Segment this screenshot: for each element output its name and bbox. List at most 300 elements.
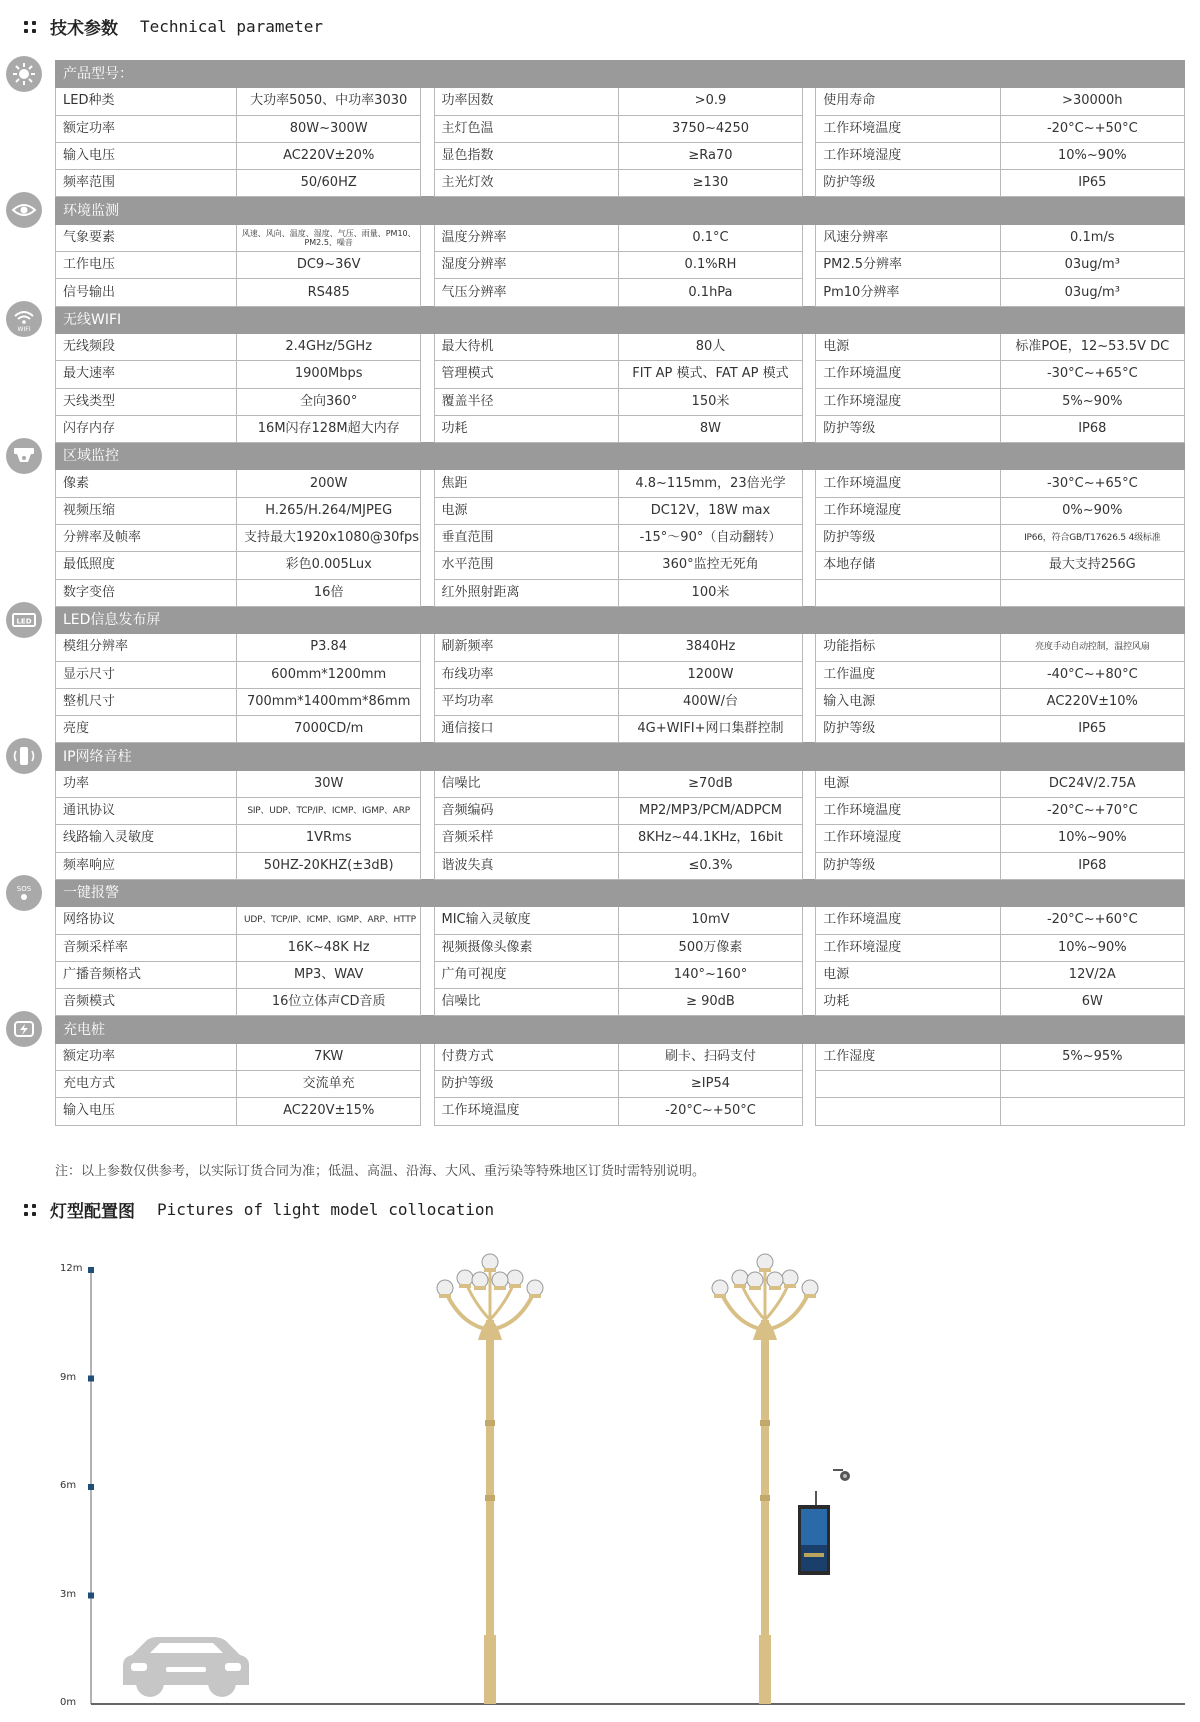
section-header [56,606,1185,633]
param-label: 亮度 [56,716,237,743]
section-title: 充电桩 [56,1016,1185,1043]
param-label: 水平范围 [434,552,618,579]
param-value: 2.4GHz/5GHz [237,333,421,360]
param-label: 频率响应 [56,852,237,879]
table-row [56,825,1185,852]
param-value [1000,1070,1184,1097]
param-value: 700mm*1400mm*86mm [237,688,421,715]
param-label: 信噪比 [434,770,618,797]
param-label [816,1098,1000,1125]
param-value: 1900Mbps [237,361,421,388]
section-title: 无线WIFI [56,306,1185,333]
param-value: 交流单充 [237,1070,421,1097]
section-title: 一键报警 [56,879,1185,906]
column-gap [421,170,434,197]
camera-icon [6,438,42,474]
param-label: 工作环境温度 [816,115,1000,142]
column-gap [803,142,816,169]
table-row [56,333,1185,360]
param-label: PM2.5分辨率 [816,252,1000,279]
param-label: 红外照射距离 [434,579,618,606]
param-value: ≥130 [618,170,802,197]
param-label: 分辨率及帧率 [56,525,237,552]
param-label: 显色指数 [434,142,618,169]
table-row [56,252,1185,279]
table-row [56,989,1185,1016]
param-label: 工作湿度 [816,1043,1000,1070]
column-gap [421,1043,434,1070]
param-value: 140°~160° [618,961,802,988]
param-value: P3.84 [237,634,421,661]
column-gap [803,224,816,251]
section-title: LED信息发布屏 [56,606,1185,633]
dots-icon [22,1202,38,1218]
param-value: ≥ 90dB [618,989,802,1016]
param-label: 防护等级 [816,852,1000,879]
table-row [56,115,1185,142]
param-value: 5%~95% [1000,1043,1184,1070]
param-label: 模组分辨率 [56,634,237,661]
param-label: 焦距 [434,470,618,497]
param-value: IP68 [1000,415,1184,442]
light-config-diagram [0,1240,1200,1722]
param-value: IP66，符合GB/T17626.5 4级标准 [1000,525,1184,552]
column-gap [421,798,434,825]
param-label: Pm10分辨率 [816,279,1000,306]
param-label: 音频采样率 [56,934,237,961]
param-label: 最大待机 [434,333,618,360]
param-label: 音频采样 [434,825,618,852]
eye-icon [6,192,42,228]
param-value: 16倍 [237,579,421,606]
param-label: 防护等级 [816,170,1000,197]
param-value: 7000CD/m [237,716,421,743]
param-label: 谐波失真 [434,852,618,879]
param-value: IP65 [1000,170,1184,197]
street-lamp-pole-2 [712,1254,818,1704]
param-label: 工作环境湿度 [816,497,1000,524]
scale-tick [88,1376,94,1382]
param-value: 03ug/m³ [1000,252,1184,279]
param-value: 600mm*1200mm [237,661,421,688]
param-label: 数字变倍 [56,579,237,606]
param-label: 输入电压 [56,1098,237,1125]
column-gap [421,634,434,661]
param-value: 8W [618,415,802,442]
camera-icon [833,1470,850,1481]
param-label: 工作环境温度 [434,1098,618,1125]
param-value: -20°C~+50°C [1000,115,1184,142]
svg-text:WIFI: WIFI [17,326,31,333]
param-label: 使用寿命 [816,88,1000,115]
param-label: MIC输入灵敏度 [434,907,618,934]
param-label: 功能指标 [816,634,1000,661]
column-gap [803,688,816,715]
section-header [56,743,1185,770]
param-value: -15°～90°（自动翻转） [618,525,802,552]
table-row [56,688,1185,715]
param-label: 网络协议 [56,907,237,934]
table-row [56,961,1185,988]
param-label: 整机尺寸 [56,688,237,715]
param-value: 10%~90% [1000,142,1184,169]
param-label: 频率范围 [56,170,237,197]
column-gap [803,252,816,279]
param-value: 1200W [618,661,802,688]
table-row [56,142,1185,169]
param-value: -20°C~+70°C [1000,798,1184,825]
section-header [56,1016,1185,1043]
column-gap [803,525,816,552]
scale-label: 3m [60,1588,77,1600]
param-value: >0.9 [618,88,802,115]
column-gap [421,497,434,524]
column-gap [803,907,816,934]
param-value: SIP、UDP、TCP/IP、ICMP、IGMP、ARP [237,798,421,825]
param-label [816,579,1000,606]
param-label: 工作电压 [56,252,237,279]
column-gap [421,852,434,879]
column-gap [421,961,434,988]
param-value: -30°C~+65°C [1000,470,1184,497]
column-gap [803,770,816,797]
heading-title-cn: 技术参数 [50,19,118,39]
param-label: 主光灯效 [434,170,618,197]
scale-tick [88,1593,94,1599]
param-value: 360°监控无死角 [618,552,802,579]
param-value: 大功率5050、中功率3030 [237,88,421,115]
param-value: ≤0.3% [618,852,802,879]
dots-icon [22,19,38,35]
speaker-icon [6,738,42,774]
column-gap [421,770,434,797]
column-gap [803,634,816,661]
column-gap [803,989,816,1016]
param-value: 最大支持256G [1000,552,1184,579]
column-gap [421,88,434,115]
column-gap [803,1098,816,1125]
param-label: 平均功率 [434,688,618,715]
param-value: 12V/2A [1000,961,1184,988]
scale-label: 0m [60,1697,77,1708]
param-label: 本地存储 [816,552,1000,579]
config-title-en: Pictures of light model collocation [157,1200,495,1219]
column-gap [421,579,434,606]
param-label: 气压分辨率 [434,279,618,306]
scale-tick [88,1267,94,1273]
param-label: 最大速率 [56,361,237,388]
column-gap [421,224,434,251]
wifi-icon [6,301,42,337]
footnote: 注：以上参数仅供参考，以实际订货合同为准；低温、高温、沿海、大风、重污染等特殊地区订货时需特别说明。 [55,1164,706,1179]
param-label: 工作环境湿度 [816,934,1000,961]
column-gap [803,716,816,743]
param-value: DC24V/2.75A [1000,770,1184,797]
param-label: 刷新频率 [434,634,618,661]
param-label: 工作温度 [816,661,1000,688]
config-title-cn: 灯型配置图 [50,1202,135,1222]
section-header [56,61,1185,88]
param-value: 3840Hz [618,634,802,661]
param-label: 气象要素 [56,224,237,251]
param-label: 工作环境温度 [816,798,1000,825]
table-row [56,661,1185,688]
param-value: 80人 [618,333,802,360]
param-label: 湿度分辨率 [434,252,618,279]
svg-text:LED: LED [16,617,32,626]
table-row [56,1043,1185,1070]
spec-table [55,60,1185,1126]
param-label: 付费方式 [434,1043,618,1070]
param-label: 主灯色温 [434,115,618,142]
param-label: 防护等级 [816,525,1000,552]
param-label: 天线类型 [56,388,237,415]
scale-label: 6m [60,1480,77,1491]
param-label: 视频压缩 [56,497,237,524]
param-label: 额定功率 [56,115,237,142]
param-value: 0.1hPa [618,279,802,306]
table-row [56,388,1185,415]
column-gap [803,579,816,606]
param-value: 风速、风向、温度、湿度、气压、雨量、PM10、PM2.5、噪音 [237,224,421,251]
column-gap [803,361,816,388]
param-value: -40°C~+80°C [1000,661,1184,688]
param-label: 广角可视度 [434,961,618,988]
column-gap [421,1070,434,1097]
param-value: 0.1m/s [1000,224,1184,251]
param-value: 50/60HZ [237,170,421,197]
led-icon [6,602,42,638]
column-gap [803,415,816,442]
scale-label: 9m [60,1371,77,1383]
section-header [56,879,1185,906]
param-label: 工作环境湿度 [816,825,1000,852]
param-label: 视频摄像头像素 [434,934,618,961]
param-label: 电源 [434,497,618,524]
technical-parameter-heading [22,14,323,39]
column-gap [803,1070,816,1097]
param-label: 输入电源 [816,688,1000,715]
param-label: 覆盖半径 [434,388,618,415]
param-value: 4.8~115mm，23倍光学 [618,470,802,497]
table-row [56,579,1185,606]
param-value: 标准POE，12~53.5V DC [1000,333,1184,360]
param-value: 支持最大1920x1080@30fps [237,525,421,552]
param-value: ≥70dB [618,770,802,797]
param-value: 4G+WIFI+网口集群控制 [618,716,802,743]
param-value: 10%~90% [1000,825,1184,852]
param-label: 管理模式 [434,361,618,388]
table-row [56,634,1185,661]
column-gap [803,852,816,879]
column-gap [803,470,816,497]
column-gap [803,1043,816,1070]
column-gap [803,661,816,688]
param-label: 音频编码 [434,798,618,825]
param-value: DC9~36V [237,252,421,279]
table-row [56,716,1185,743]
scale-tick [88,1484,94,1490]
heading-title-en: Technical parameter [140,17,324,36]
column-gap [803,88,816,115]
param-label: 防护等级 [434,1070,618,1097]
section-header [56,197,1185,224]
section-title: 产品型号： [56,61,1185,88]
param-value: 400W/台 [618,688,802,715]
column-gap [421,552,434,579]
param-value: 1VRms [237,825,421,852]
param-label: 最低照度 [56,552,237,579]
param-label: 通讯协议 [56,798,237,825]
param-label: 温度分辨率 [434,224,618,251]
param-value: 8KHz~44.1KHz，16bit [618,825,802,852]
table-row [56,88,1185,115]
param-value: RS485 [237,279,421,306]
table-row [56,907,1185,934]
param-label [816,1070,1000,1097]
param-value: 500万像素 [618,934,802,961]
param-label: 显示尺寸 [56,661,237,688]
param-value: 03ug/m³ [1000,279,1184,306]
section-title: 区域监控 [56,443,1185,470]
param-label: 布线功率 [434,661,618,688]
param-value: AC220V±10% [1000,688,1184,715]
sos-icon [6,875,42,911]
param-label: 无线频段 [56,333,237,360]
param-label: 电源 [816,961,1000,988]
param-label: 功耗 [816,989,1000,1016]
param-value: 100米 [618,579,802,606]
column-gap [421,907,434,934]
param-value: DC12V，18W max [618,497,802,524]
car-icon [123,1637,249,1697]
table-row [56,224,1185,251]
param-value: AC220V±20% [237,142,421,169]
param-value: 0.1%RH [618,252,802,279]
param-label: 信号输出 [56,279,237,306]
column-gap [803,388,816,415]
column-gap [421,388,434,415]
param-label: 防护等级 [816,716,1000,743]
param-label: 像素 [56,470,237,497]
param-value: ≥Ra70 [618,142,802,169]
param-label: 功率 [56,770,237,797]
param-label: 工作环境温度 [816,361,1000,388]
param-label: 防护等级 [816,415,1000,442]
param-value: IP65 [1000,716,1184,743]
param-label: 闪存内存 [56,415,237,442]
param-label: 广播音频格式 [56,961,237,988]
svg-text:SOS: SOS [16,884,32,893]
param-value: AC220V±15% [237,1098,421,1125]
column-gap [421,252,434,279]
street-lamp-pole-1 [437,1254,543,1704]
param-label: 输入电压 [56,142,237,169]
column-gap [421,989,434,1016]
column-gap [803,170,816,197]
table-row [56,552,1185,579]
param-value: IP68 [1000,852,1184,879]
param-value: 16K~48K Hz [237,934,421,961]
section-header [56,443,1185,470]
param-label: 电源 [816,770,1000,797]
scale-label: 12m [60,1263,83,1274]
param-value: 30W [237,770,421,797]
column-gap [421,115,434,142]
table-row [56,1070,1185,1097]
param-value: 全向360° [237,388,421,415]
table-row [56,497,1185,524]
column-gap [803,552,816,579]
param-label: 音频模式 [56,989,237,1016]
param-value: 刷卡、扫码支付 [618,1043,802,1070]
column-gap [803,825,816,852]
column-gap [421,361,434,388]
column-gap [421,716,434,743]
param-value: 150米 [618,388,802,415]
column-gap [421,142,434,169]
param-value: 3750~4250 [618,115,802,142]
table-row [56,361,1185,388]
table-row [56,525,1185,552]
param-value: 16位立体声CD音质 [237,989,421,1016]
param-label: 工作环境湿度 [816,388,1000,415]
param-label: 额定功率 [56,1043,237,1070]
column-gap [421,1098,434,1125]
param-value: 10mV [618,907,802,934]
param-value: 0.1°C [618,224,802,251]
table-row [56,770,1185,797]
column-gap [421,279,434,306]
param-value [1000,1098,1184,1125]
table-row [56,1098,1185,1125]
param-value: -30°C~+65°C [1000,361,1184,388]
column-gap [803,333,816,360]
column-gap [421,661,434,688]
column-gap [803,279,816,306]
param-label: 风速分辨率 [816,224,1000,251]
column-gap [421,825,434,852]
light-config-heading [22,1197,494,1222]
param-label: 工作环境温度 [816,470,1000,497]
param-value: 亮度手动自动控制，温控风扇 [1000,634,1184,661]
led-screen-icon [798,1491,830,1575]
column-gap [421,688,434,715]
column-gap [803,934,816,961]
column-gap [421,333,434,360]
param-label: 线路输入灵敏度 [56,825,237,852]
section-title: 环境监测 [56,197,1185,224]
param-value: 200W [237,470,421,497]
column-gap [421,525,434,552]
table-row [56,470,1185,497]
param-value: 0%~90% [1000,497,1184,524]
param-value: 6W [1000,989,1184,1016]
param-value: 16M闪存128M超大内存 [237,415,421,442]
param-value: MP2/MP3/PCM/ADPCM [618,798,802,825]
column-gap [803,961,816,988]
param-value: 彩色0.005Lux [237,552,421,579]
table-row [56,415,1185,442]
param-label: 垂直范围 [434,525,618,552]
column-gap [421,415,434,442]
table-row [56,934,1185,961]
column-gap [421,934,434,961]
param-value: UDP、TCP/IP、ICMP、IGMP、ARP、HTTP [237,907,421,934]
diagram-canvas [0,1240,1200,1722]
column-gap [421,470,434,497]
param-label: 工作环境温度 [816,907,1000,934]
